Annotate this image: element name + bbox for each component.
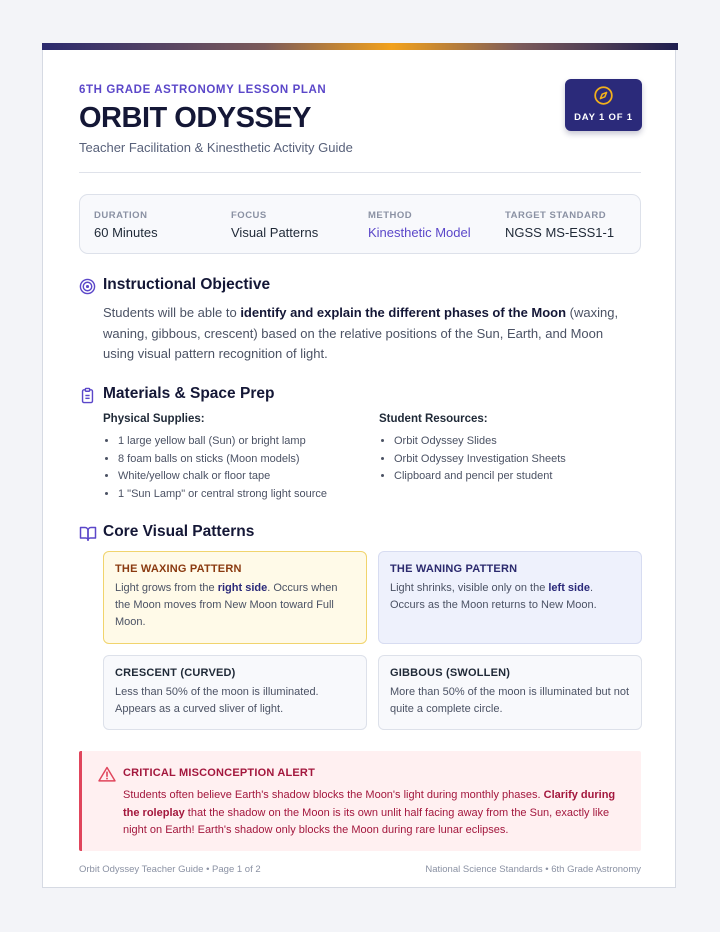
misconception-alert	[79, 751, 641, 851]
target-icon	[79, 278, 96, 295]
card-title: GIBBOUS (SWOLLEN)	[390, 667, 511, 679]
card-body: Less than 50% of the moon is illuminated. Appears as a curved sliver of light.	[115, 686, 319, 715]
card-title: THE WAXING PATTERN	[115, 563, 242, 575]
meta-value: Visual Patterns	[231, 225, 319, 240]
meta-label: DURATION	[94, 210, 148, 221]
card-emphasis: left side	[548, 582, 590, 594]
list-item: • Clipboard and pencil per student	[394, 468, 639, 486]
section-title: Instructional Objective	[103, 276, 271, 293]
objective-text-start: Students will be able to	[103, 305, 241, 320]
list-item: • 1 "Sun Lamp" or central strong light source	[118, 486, 363, 504]
card-text: Light grows from the	[115, 582, 218, 594]
page-footer	[79, 864, 641, 875]
gibbous-card	[378, 655, 642, 730]
meta-focus	[231, 210, 318, 240]
card-emphasis: right side	[217, 582, 268, 594]
meta-label: FOCUS	[231, 210, 267, 221]
card-body	[115, 580, 355, 631]
lesson-meta-panel	[79, 194, 641, 254]
physical-supplies-list	[103, 433, 363, 503]
student-resources-heading: Student Resources:	[379, 413, 488, 425]
alert-body	[123, 787, 633, 840]
alert-text: Students often believe Earth's shadow blocks the Moon's light during monthly phases.	[123, 789, 544, 801]
lesson-plan-page	[42, 43, 676, 888]
card-body	[390, 580, 630, 614]
footer-right: National Science Standards • 6th Grade Astronomy	[425, 864, 641, 875]
meta-label: TARGET STANDARD	[505, 210, 607, 221]
meta-value: 60 Minutes	[94, 225, 158, 240]
meta-standard	[505, 210, 614, 240]
card-title: THE WANING PATTERN	[390, 563, 518, 575]
warning-icon	[98, 766, 116, 782]
physical-supplies-heading: Physical Supplies:	[103, 413, 205, 425]
alert-emphasis: Clarify during the roleplay	[123, 789, 616, 819]
physical-supplies	[103, 413, 363, 503]
day-badge-label: DAY 1 OF 1	[574, 112, 633, 123]
card-body: More than 50% of the moon is illuminated but not quite a complete circle.	[390, 686, 630, 715]
day-badge	[565, 79, 642, 131]
student-resources-list	[379, 433, 639, 486]
list-item: • White/yellow chalk or floor tape	[118, 468, 363, 486]
waning-pattern-card	[378, 551, 642, 644]
list-item: • Orbit Odyssey Investigation Sheets	[394, 451, 639, 469]
section-title: Core Visual Patterns	[103, 523, 255, 540]
list-item: • Orbit Odyssey Slides	[394, 433, 639, 451]
card-text: . Occurs as the Moon returns to New Moon.	[390, 582, 597, 611]
alert-title: CRITICAL MISCONCEPTION ALERT	[123, 767, 315, 779]
card-title: CRESCENT (CURVED)	[115, 667, 236, 679]
objective-text-emphasis: identify and explain the different phases of the Moon	[240, 305, 567, 320]
objective-text	[103, 303, 633, 365]
meta-duration	[94, 210, 158, 240]
waxing-pattern-card	[103, 551, 367, 644]
section-title: Materials & Space Prep	[103, 385, 275, 402]
clipboard-icon	[79, 387, 96, 404]
crescent-card	[103, 655, 367, 730]
student-resources	[379, 413, 639, 486]
header-divider	[79, 172, 641, 173]
alert-text: that the shadow on the Moon is its own unlit half facing away from the Sun, exactly like night on Earth! Earth's shadow only blocks the Moon during rare lunar eclipses.	[123, 806, 610, 836]
kicker-label: 6TH GRADE ASTRONOMY LESSON PLAN	[79, 84, 327, 96]
meta-value: Kinesthetic Model	[368, 225, 471, 240]
book-icon	[79, 525, 97, 542]
card-text: Light shrinks, visible only on the	[390, 582, 549, 594]
meta-label: METHOD	[368, 210, 413, 221]
meta-value: NGSS MS-ESS1-1	[505, 225, 615, 240]
meta-method	[368, 210, 471, 240]
card-text: . Occurs when the Moon moves from New Moon toward Full Moon.	[115, 582, 338, 628]
footer-left: Orbit Odyssey Teacher Guide • Page 1 of 2	[79, 864, 261, 875]
gradient-top-bar	[42, 43, 678, 50]
compass-icon	[593, 85, 614, 106]
page-title: ORBIT ODYSSEY	[79, 102, 311, 134]
list-item: • 8 foam balls on sticks (Moon models)	[118, 451, 363, 469]
page-subtitle: Teacher Facilitation & Kinesthetic Activity Guide	[79, 140, 353, 155]
objective-text-end: (waxing, waning, gibbous, crescent) based on the relative positions of the Sun, Earth, and Moon using visual pattern recognition of light.	[103, 305, 619, 361]
list-item: • 1 large yellow ball (Sun) or bright lamp	[118, 433, 363, 451]
